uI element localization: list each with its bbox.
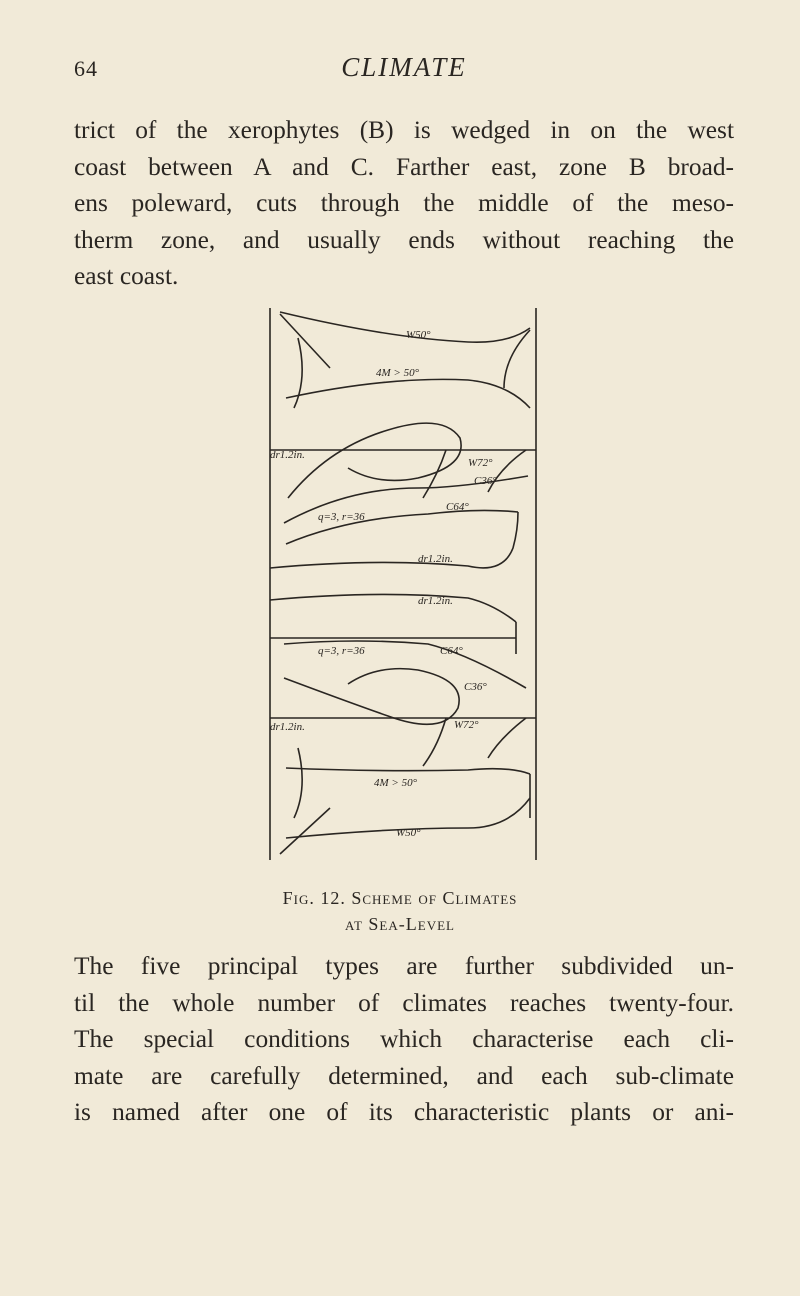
paragraph-line: east coast.: [74, 262, 179, 290]
figure-caption-line-2: at Sea-Level: [345, 914, 455, 934]
figure-label: q=3, r=36: [318, 511, 365, 523]
figure-label: dr1.2in.: [270, 721, 305, 733]
zone-line: [488, 718, 526, 758]
figure-label: dr1.2in.: [418, 553, 453, 565]
paragraph-line: coast between A and C. Farther east, zone B broad-: [74, 152, 734, 181]
zone-line: [270, 594, 516, 622]
figure-label: C64°: [440, 645, 463, 657]
climate-scheme-diagram: [268, 298, 540, 870]
paragraph-line: ens poleward, cuts through the middle of the meso-: [74, 189, 734, 217]
figure-label: 4M > 50°: [374, 777, 417, 789]
figure-label: W72°: [468, 457, 493, 469]
paragraph-1: [74, 112, 734, 295]
climate-scheme-figure: [268, 298, 540, 870]
paragraph-line: til the whole number of climates reaches twenty-four.: [74, 988, 734, 1017]
figure-label: C64°: [446, 501, 469, 513]
zone-line: [294, 338, 302, 408]
figure-label: dr1.2in.: [418, 595, 453, 607]
zone-line: [423, 718, 446, 766]
paragraph-line: The five principal types are further subdivided un-: [74, 952, 734, 980]
paragraph-line: mate are carefully determined, and each sub-climate: [74, 1061, 734, 1090]
zone-line: [294, 748, 302, 818]
paragraph-line: The special conditions which characterise each cli-: [74, 1025, 734, 1053]
running-head: CLIMATE: [341, 52, 467, 82]
paragraph-line: therm zone, and usually ends without reaching the: [74, 225, 734, 254]
zone-line: [280, 312, 530, 342]
figure-label: C36°: [464, 681, 487, 693]
figure-label: C36°: [474, 475, 497, 487]
paragraph-line: is named after one of its characteristic plants or ani-: [74, 1098, 734, 1126]
zone-line: [270, 512, 518, 568]
zone-line: [286, 768, 530, 774]
zone-line: [423, 450, 446, 498]
figure-label: q=3, r=36: [318, 645, 365, 657]
figure-label: dr1.2in.: [270, 449, 305, 461]
zone-line: [286, 379, 530, 408]
figure-label: W50°: [406, 329, 431, 341]
paragraph-line: trict of the xerophytes (B) is wedged in on the west: [74, 116, 734, 144]
figure-label: W72°: [454, 719, 479, 731]
zone-line: [284, 669, 459, 725]
zone-line: [280, 808, 330, 854]
figure-label: W50°: [396, 827, 421, 839]
figure-caption-line-1: Fig. 12. Scheme of Climates: [282, 888, 518, 908]
figure-label: 4M > 50°: [376, 367, 419, 379]
page-number: 64: [74, 56, 98, 81]
page-header: [74, 52, 734, 92]
paragraph-2: [74, 948, 734, 1131]
